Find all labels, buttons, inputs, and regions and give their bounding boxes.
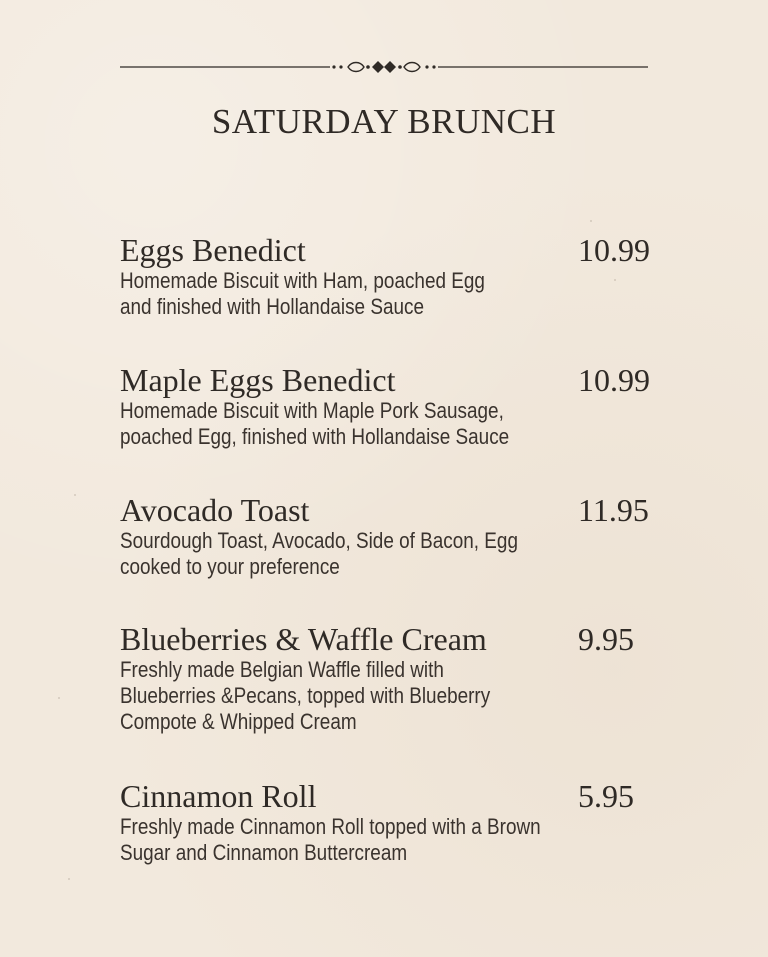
menu-item-description-line: Homemade Biscuit with Ham, poached Egg	[120, 268, 485, 293]
menu-item	[120, 621, 680, 735]
menu-title: SATURDAY BRUNCH	[211, 102, 557, 141]
menu-item-description-line: Compote & Whipped Cream	[120, 709, 357, 734]
menu-item-description	[120, 268, 516, 320]
menu-item-price: 10.99	[578, 232, 650, 268]
paper-speck	[590, 220, 592, 222]
paper-speck	[68, 878, 70, 880]
paper-speck	[614, 279, 616, 281]
menu-item-description-line: Sourdough Toast, Avocado, Side of Bacon, Egg	[120, 528, 518, 553]
menu-item-description-line: Freshly made Cinnamon Roll topped with a Brown	[120, 814, 541, 839]
menu-item-row	[120, 362, 680, 398]
menu-item-description	[120, 398, 516, 450]
paper-speck	[74, 494, 76, 496]
menu-item-name: Cinnamon Roll	[120, 778, 317, 814]
ornament-divider-icon	[120, 58, 648, 76]
menu-item-description	[120, 657, 516, 735]
menu-item-name: Blueberries & Waffle Cream	[120, 621, 487, 657]
menu-item-row	[120, 621, 680, 657]
menu-item-description	[120, 528, 516, 580]
menu-item-price: 5.95	[578, 778, 634, 814]
menu-item-description-line: and finished with Hollandaise Sauce	[120, 294, 424, 319]
menu-item-description-line: Homemade Biscuit with Maple Pork Sausage,	[120, 398, 504, 423]
menu-item-row	[120, 232, 680, 268]
menu-item-price: 10.99	[578, 362, 650, 398]
paper-speck	[58, 697, 60, 699]
menu-item-description-line: poached Egg, finished with Hollandaise Sauce	[120, 424, 510, 449]
menu-item-row	[120, 492, 680, 528]
menu-item-description-line: Sugar and Cinnamon Buttercream	[120, 840, 408, 865]
menu-item-price: 9.95	[578, 621, 634, 657]
menu-item-description-line: cooked to your preference	[120, 554, 340, 579]
menu-item-name: Maple Eggs Benedict	[120, 362, 396, 398]
menu-item	[120, 362, 680, 450]
menu-item-description	[120, 814, 541, 866]
menu-item	[120, 232, 680, 320]
menu-item	[120, 492, 680, 580]
menu-item-description-line: Freshly made Belgian Waffle filled with	[120, 657, 444, 682]
menu-list	[120, 232, 680, 866]
menu-item	[120, 778, 680, 866]
menu-item-price: 11.95	[578, 492, 649, 528]
menu-item-description-line: Blueberries &Pecans, topped with Blueberry	[120, 683, 491, 708]
ornament-divider	[120, 58, 648, 76]
menu-item-row	[120, 778, 680, 814]
menu-item-name: Eggs Benedict	[120, 232, 306, 268]
menu-item-name: Avocado Toast	[120, 492, 310, 528]
